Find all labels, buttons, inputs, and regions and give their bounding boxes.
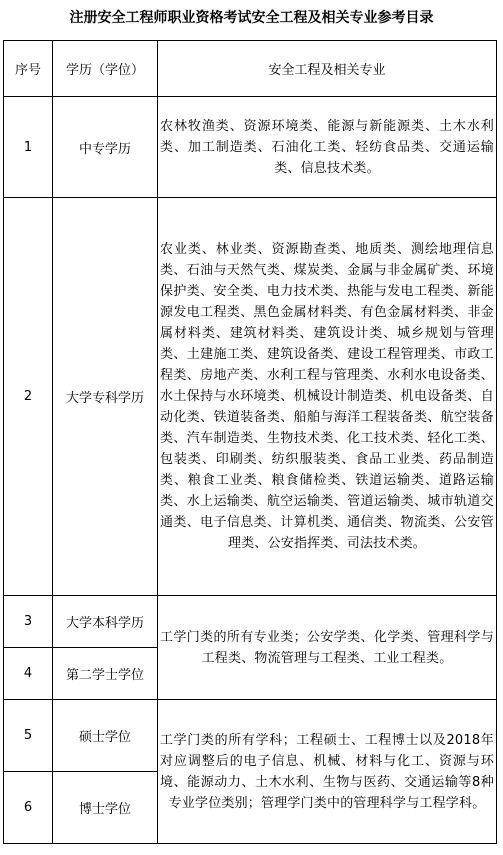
row-seq: 4 <box>4 648 53 700</box>
header-majors: 安全工程及相关专业 <box>158 41 497 97</box>
row-edu: 第二学士学位 <box>53 648 158 700</box>
merged-majors-3-4: 工学门类的所有专业类；公安学类、化学类、管理科学与工程类、物流管理与工程类、工业工程类。 <box>158 596 497 700</box>
row-edu: 中专学历 <box>53 97 158 198</box>
row-majors: 农林牧渔类、资源环境类、能源与新能源类、土木水利类、加工制造类、石油化工类、轻纺食品类、交通运输类、信息技术类。 <box>158 97 497 198</box>
page-title: 注册安全工程师职业资格考试安全工程及相关专业参考目录 <box>69 10 434 26</box>
merged-majors-5-6: 工学门类的所有学科；工程硕士、工程博士以及2018年对应调整后的电子信息、机械、材料与化工、资源与环境、能源动力、土木水利、生物与医药、交通运输等8种专业学位类别；管理学门类中的管理科学与工程学科。 <box>158 700 497 844</box>
row-edu: 硕士学位 <box>53 700 158 772</box>
row-seq: 1 <box>4 97 53 198</box>
table-row <box>4 700 497 772</box>
header-seq: 序号 <box>4 41 53 97</box>
table-header-row <box>4 41 497 97</box>
table-row <box>4 596 497 648</box>
row-seq: 2 <box>4 198 53 596</box>
row-edu: 大学专科学历 <box>53 198 158 596</box>
table-row <box>4 198 497 596</box>
table-row <box>4 97 497 198</box>
row-edu: 博士学位 <box>53 772 158 844</box>
row-edu: 大学本科学历 <box>53 596 158 648</box>
row-seq: 5 <box>4 700 53 772</box>
row-seq: 3 <box>4 596 53 648</box>
majors-table <box>3 40 497 844</box>
row-majors: 农业类、林业类、资源勘查类、地质类、测绘地理信息类、石油与天然气类、煤炭类、金属与非金属矿类、环境保护类、安全类、电力技术类、热能与发电工程类、新能源发电工程类、黑色金属材料类、有色金属材料类、非金属材料类、建筑材料类、建筑设计类、城乡规划与管理类、土建施工类、建筑设备类、建设工程管理类、市政工程类、房地产类、水利工程与管理类、水利水电设备类、水土保持与水环境类、机械设计制造类、机电设备类、自动化类、铁道装备类、船舶与海洋工程装备类、航空装备类、汽车制造类、生物技术类、化工技术类、轻化工类、包装类、印刷类、纺织服装类、食品工业类、药品制造类、粮食工业类、粮食储检类、铁道运输类、道路运输类、水上运输类、航空运输类、管道运输类、城市轨道交通类、电子信息类、计算机类、通信类、物流类、公安管理类、公安指挥类、司法技术类。 <box>158 198 497 596</box>
row-seq: 6 <box>4 772 53 844</box>
header-edu: 学历（学位） <box>53 41 158 97</box>
